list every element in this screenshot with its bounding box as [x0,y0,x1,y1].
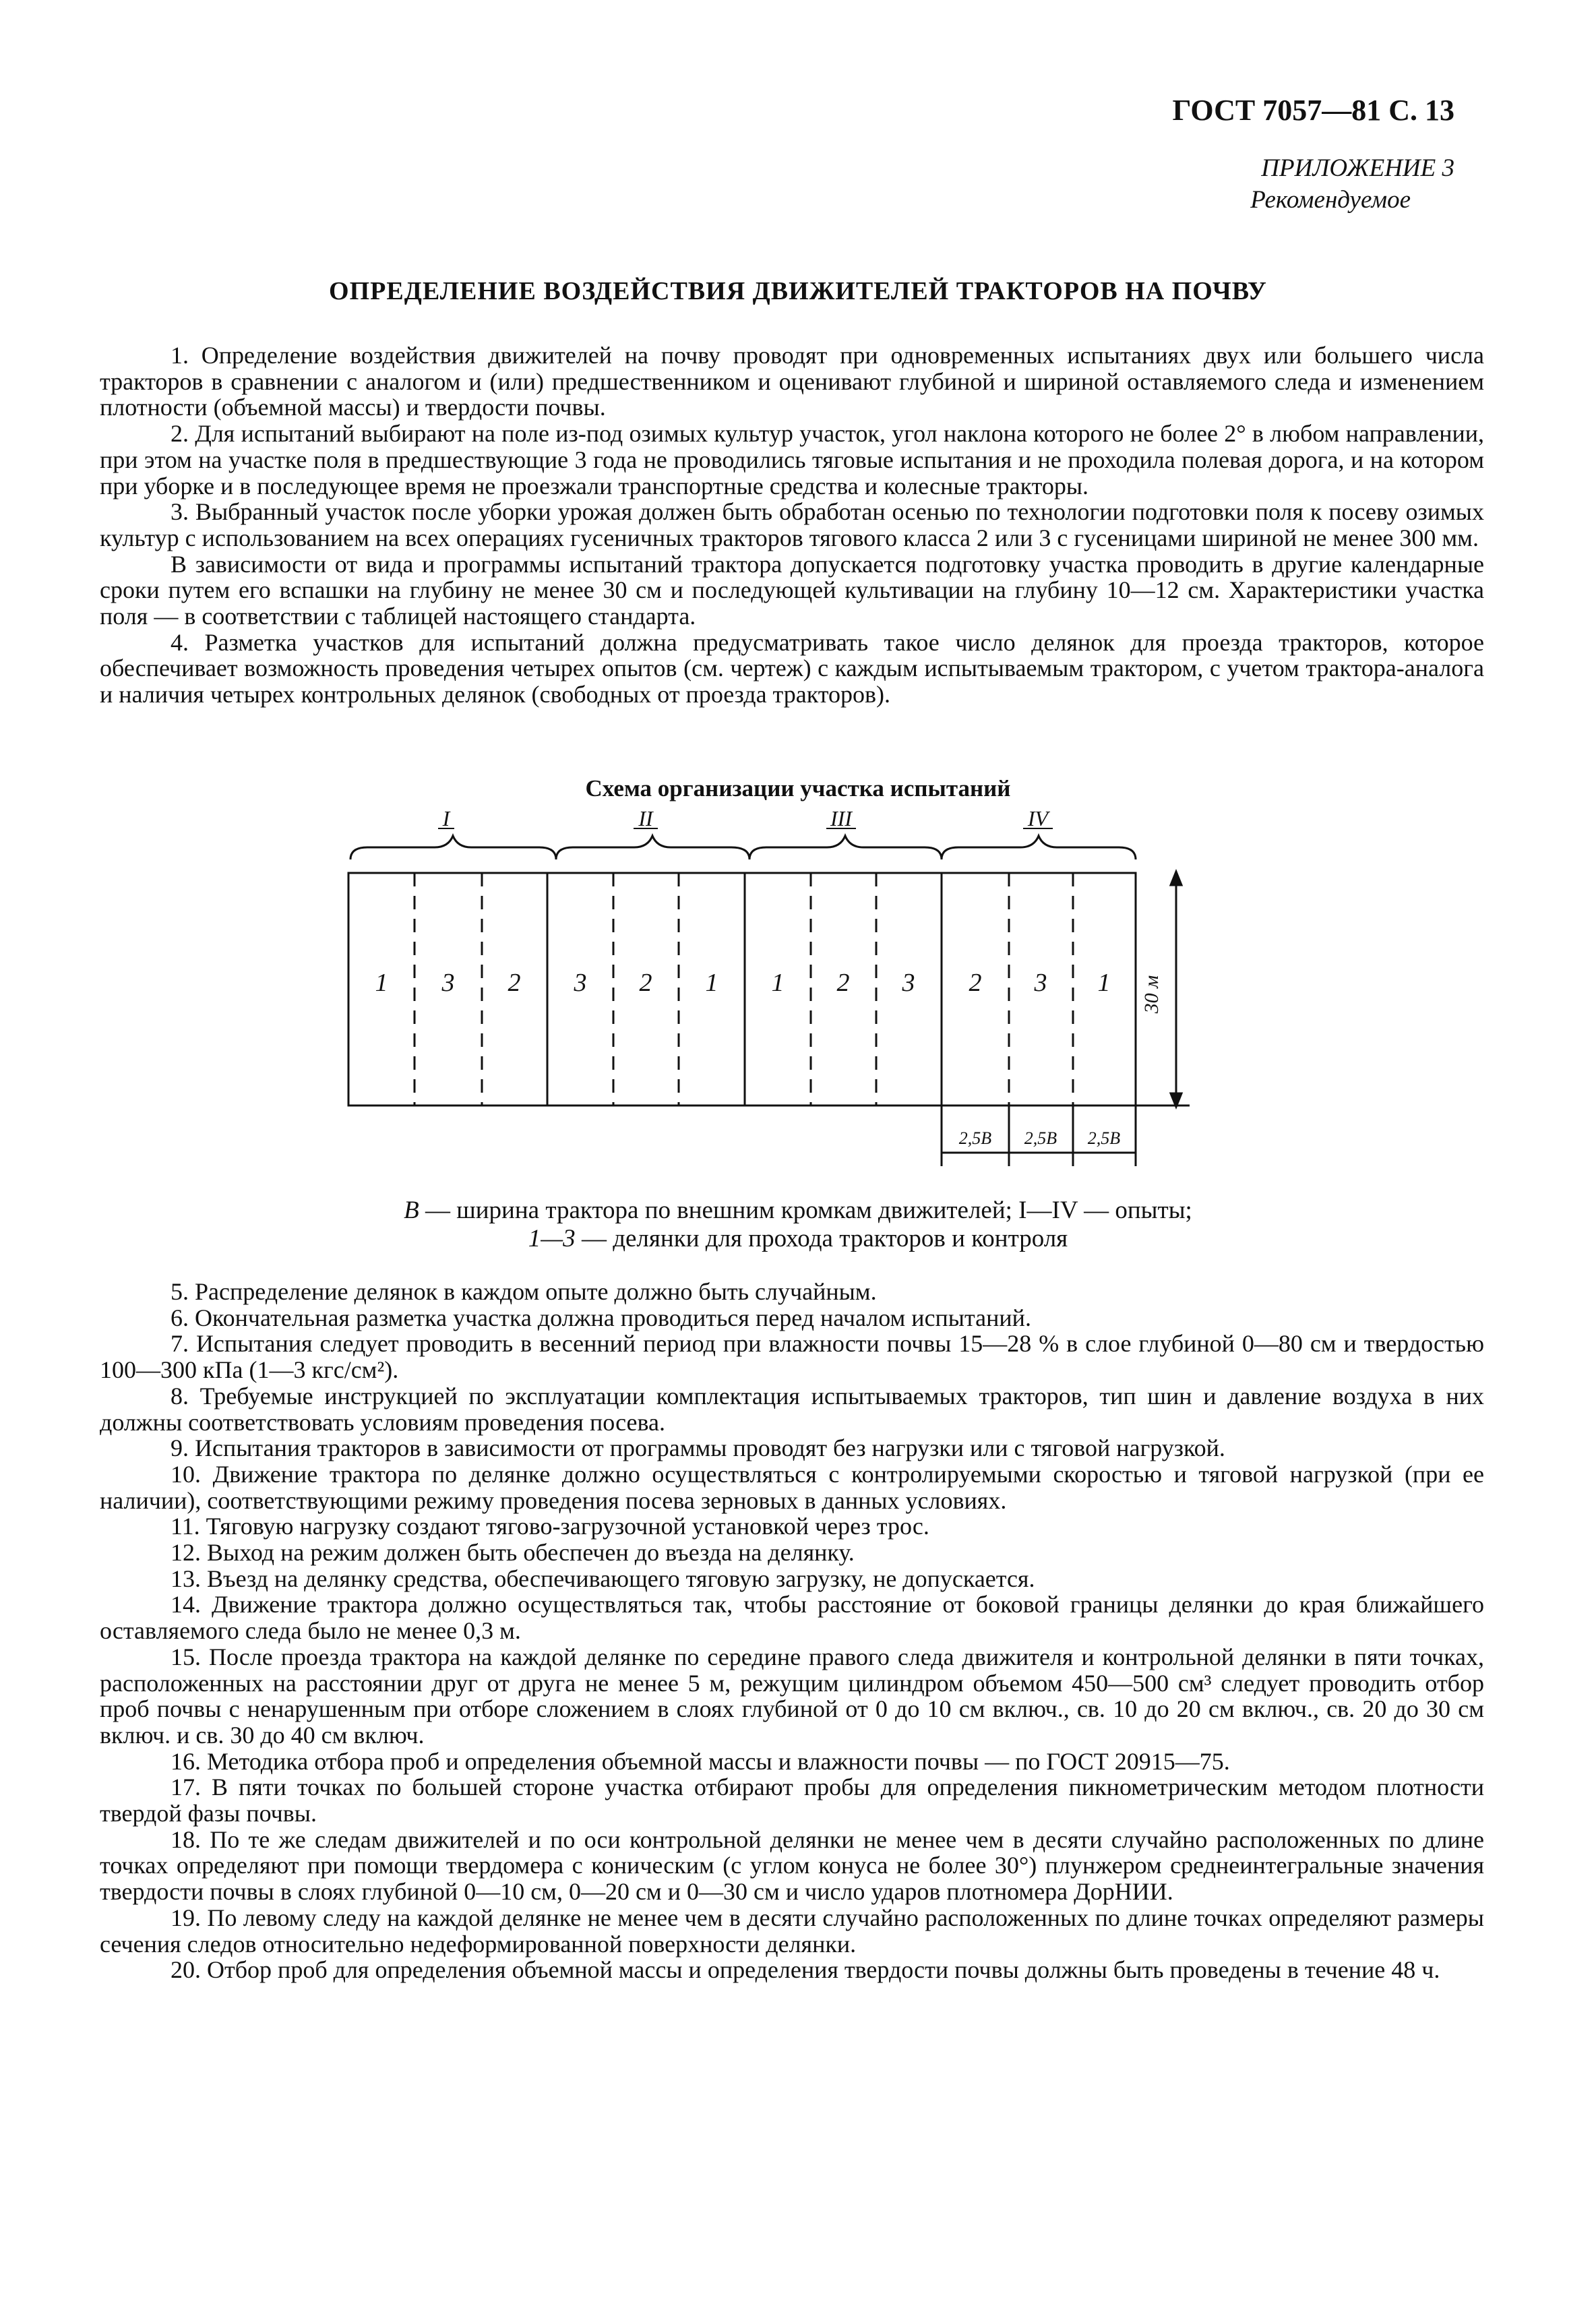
paragraph: 4. Разметка участков для испытаний должна предусматривать такое число делянок для проезда тракторов, которое обеспечивает возможность проведения четырех опытов (см. чертеж) с каждым испытываемым трактором, с учетом трактора-аналога и наличия четырех контрольных делянок (свободных от проезда тракторов). [100,628,1484,708]
paragraph: 9. Испытания тракторов в зависимости от программы проводят без нагрузки или с тяговой нагрузкой. [171,1434,1225,1462]
paragraph: 19. По левому следу на каждой делянке не менее чем в десяти случайно расположенных по длине точках определяют размеры сечения следов относительно недеформированной поверхности делянки. [100,1904,1484,1958]
appendix-label: ПРИЛОЖЕНИЕ 3 [1261,154,1454,182]
plot-number: 1 [705,969,718,997]
paragraph: 11. Тяговую нагрузку создают тягово-загрузочной установкой через трос. [171,1513,929,1540]
width-label: 2,5B [1024,1128,1057,1148]
text-block-bottom [100,1279,1484,1983]
paragraph: 17. В пяти точках по большей стороне участка отбирают пробы для определения пикнометрическим методом плотности твердой фазы почвы. [100,1774,1484,1827]
scheme-title: Схема организации участка испытаний [585,775,1011,801]
plot-area [348,873,1136,1105]
text-block-top [100,342,1484,708]
scheme-caption-line [0,1225,1596,1253]
paragraph: В зависимости от вида и программы испытаний трактора допускается подготовку участка проводить в другие календарные сроки путем его вспашки на глубину не менее 30 см и последующей культивации на глубину 10—12 см. Характеристики участка поля — в соответствии с таблицей настоящего стандарта. [100,550,1484,630]
group-label: IV [1027,806,1049,830]
paragraph: 14. Движение трактора должно осуществляться так, чтобы расстояние от боковой границы делянки до края ближайшего оставляемого следа было не менее 0,3 м. [100,1591,1484,1645]
document-title: ОПРЕДЕЛЕНИЕ ВОЗДЕЙСТВИЯ ДВИЖИТЕЛЕЙ ТРАКТОРОВ НА ПОЧВУ [329,277,1267,305]
plot-number: 2 [836,969,850,997]
paragraph: 16. Методика отбора проб и определения объемной массы и влажности почвы — по ГОСТ 20915—75. [171,1747,1230,1775]
paragraph: 12. Выход на режим должен быть обеспечен до въезда на делянку. [171,1539,855,1567]
paragraph: 13. Въезд на делянку средства, обеспечивающего тяговую загрузку, не допускается. [171,1565,1035,1592]
test-plot-scheme [337,799,1247,1183]
appendix-type: Рекомендуемое [1250,186,1411,214]
group-brace [749,836,942,859]
plot-number: 2 [508,969,521,997]
paragraph: 2. Для испытаний выбирают на поле из-под озимых культур участок, угол наклона которого не более 2° в любом направлении, при этом на участке поля в предшествующие 3 года не проводились тяговые испытания и не проходила полевая дорога, и на котором при уборке и в последующее время не проезжали транспортные средства и колесные тракторы. [100,420,1484,499]
paragraph: 6. Окончательная разметка участка должна проводиться перед началом испытаний. [171,1304,1031,1331]
plot-number: 1 [375,969,388,997]
group-label: II [638,806,653,830]
caption-symbol: 1—3 [528,1225,576,1252]
paragraph: 3. Выбранный участок после уборки урожая должен быть обработан осенью по технологии подготовки поля к посеву озимых культур с использованием на всех операциях гусеничных тракторов тягового класса 2 или 3 с гусеницами шириной не менее 300 мм. [100,498,1484,551]
plot-number: 1 [771,969,785,997]
width-label: 2,5B [1087,1128,1121,1148]
height-label: 30 м [1140,975,1163,1014]
paragraph: 5. Распределение делянок в каждом опыте должно быть случайным. [171,1278,877,1305]
document-code: ГОСТ 7057—81 С. 13 [1172,94,1454,127]
plot-number: 3 [441,969,455,997]
paragraph: 1. Определение воздействия движителей на почву проводят при одновременных испытаниях двух или большего числа тракторов в сравнении с аналогом и (или) предшественником и оценивают глубиной и шириной оставляемого следа и изменением плотности (объемной массы) и твердости почвы. [100,342,1484,421]
paragraph: 20. Отбор проб для определения объемной массы и определения твердости почвы должны быть проведены в течение 48 ч. [171,1956,1440,1984]
paragraph: 8. Требуемые инструкцией по эксплуатации комплектация испытываемых тракторов, тип шин и давление воздуха в них должны соответствовать условиям проведения посева. [100,1382,1484,1436]
group-brace [942,836,1136,859]
plot-number: 3 [574,969,587,997]
plot-number: 2 [639,969,652,997]
caption-text: — ширина трактора по внешним кромкам движителей; I—IV — опыты; [419,1197,1192,1224]
group-brace [556,836,749,859]
group-brace [350,836,556,859]
paragraph: 7. Испытания следует проводить в весенний период при влажности почвы 15—28 % в слое глубиной 0—80 см и твердостью 100—300 кПа (1—3 кгс/см²). [100,1330,1484,1384]
group-label: I [442,806,450,830]
scheme-caption-line [0,1197,1596,1225]
paragraph: 18. По те же следам движителей и по оси контрольной делянки не менее чем в десяти случайно расположенных по длине точках определяют при помощи твердомера с коническим (с углом конуса не более 30°) плунжером среднеинтегральные значения твердости почвы в слоях глубиной 0—10 см, 0—20 см и 0—30 см и число ударов плотномера ДорНИИ. [100,1825,1484,1906]
plot-number: 3 [1034,969,1047,997]
plot-number: 2 [969,969,982,997]
width-label: 2,5B [958,1128,992,1148]
paragraph: 15. После проезда трактора на каждой делянке по середине правого следа движителя и контрольной делянки в пяти точках, расположенных на расстоянии друг от друга не менее 5 м, режущим цилиндром объемом 450—500 см³ следует проводить отбор проб почвы с ненарушенным при отборе сложением в слоях глубиной от 0 до 10 см включ., св. 10 до 20 см включ., св. 20 до 30 см включ. и св. 30 до 40 см включ. [100,1643,1484,1749]
plot-number: 3 [902,969,915,997]
caption-symbol: B [404,1197,419,1224]
group-label: III [830,806,852,830]
plot-number: 1 [1097,969,1111,997]
paragraph: 10. Движение трактора по делянке должно осуществляться с контролируемыми скоростью и тяговой нагрузкой (при ее наличии), соответствующими режиму проведения посева зерновых в данных условиях. [100,1460,1484,1514]
caption-text: — делянки для прохода тракторов и контроля [575,1225,1068,1252]
